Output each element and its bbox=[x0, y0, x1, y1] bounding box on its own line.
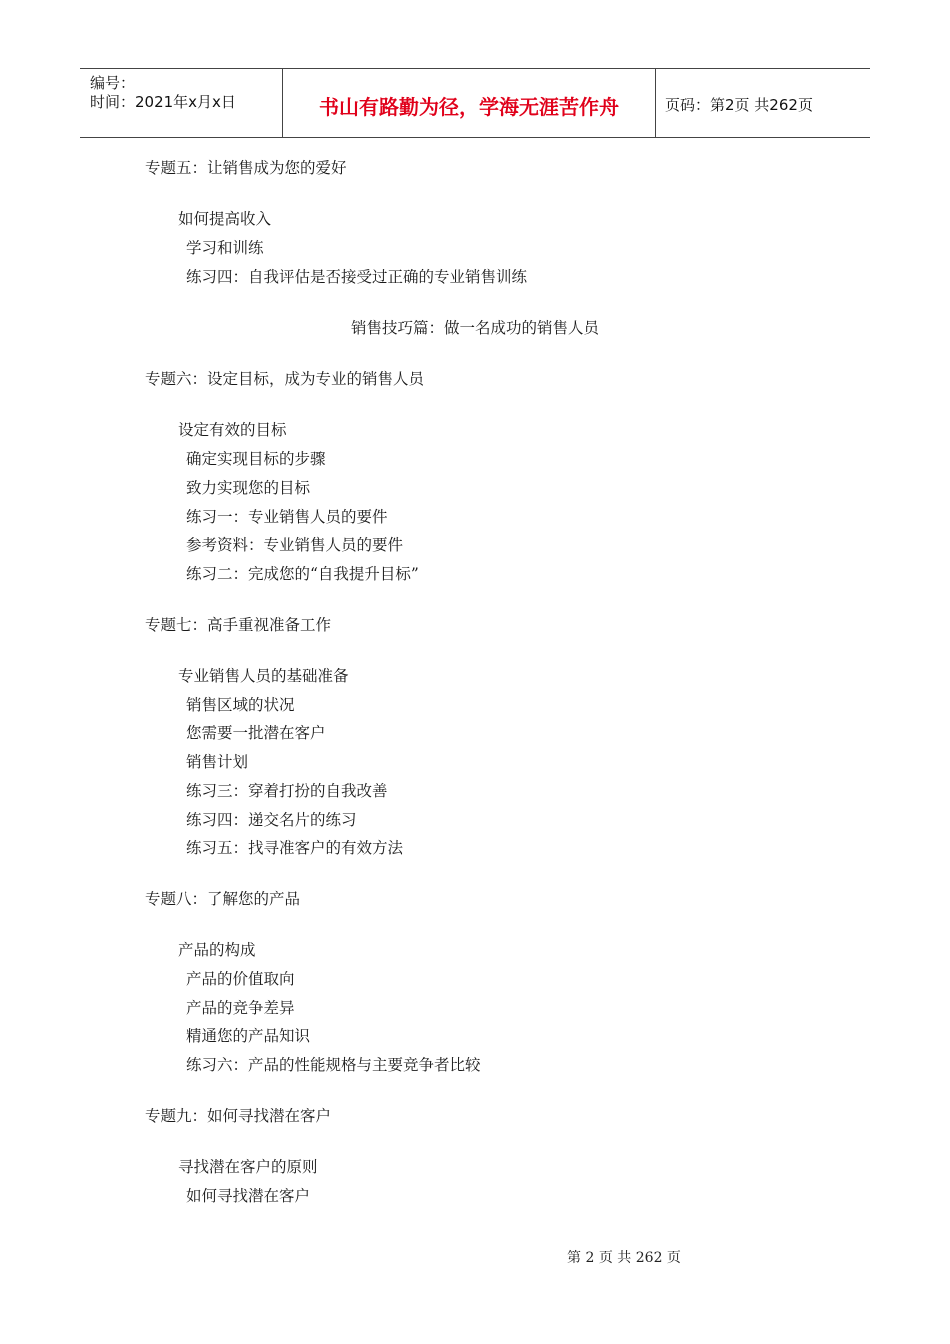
doc-number-label: 编号： bbox=[90, 74, 136, 92]
toc-item: 参考资料：专业销售人员的要件 bbox=[186, 536, 404, 554]
section-heading: 设定有效的目标 bbox=[178, 421, 287, 439]
toc-item: 练习五：找寻准客户的有效方法 bbox=[186, 839, 404, 857]
topic-heading: 专题六：设定目标，成为专业的销售人员 bbox=[145, 370, 425, 388]
toc-item: 练习二：完成您的“自我提升目标” bbox=[186, 565, 419, 583]
toc-item: 您需要一批潜在客户 bbox=[186, 724, 326, 742]
toc-item: 致力实现您的目标 bbox=[186, 479, 311, 497]
toc-item: 产品的价值取向 bbox=[186, 970, 295, 988]
topic-heading: 专题五：让销售成为您的爱好 bbox=[145, 159, 347, 177]
toc-item: 销售计划 bbox=[186, 753, 249, 771]
toc-item: 学习和训练 bbox=[186, 239, 264, 257]
toc-item: 如何寻找潜在客户 bbox=[186, 1187, 311, 1205]
part-heading: 销售技巧篇：做一名成功的销售人员 bbox=[350, 319, 599, 337]
doc-date: 时间：2021年x月x日 bbox=[90, 93, 236, 111]
topic-heading: 专题八：了解您的产品 bbox=[145, 890, 301, 908]
section-heading: 产品的构成 bbox=[178, 941, 256, 959]
toc-item: 练习一：专业销售人员的要件 bbox=[186, 508, 388, 526]
toc-item: 练习四：自我评估是否接受过正确的专业销售训练 bbox=[186, 268, 528, 286]
motto: 书山有路勤为径，学海无涯苦作舟 bbox=[319, 95, 619, 119]
topic-heading: 专题九：如何寻找潜在客户 bbox=[145, 1107, 332, 1125]
header-motto-cell bbox=[282, 69, 656, 137]
section-heading: 如何提高收入 bbox=[178, 210, 272, 228]
section-heading: 专业销售人员的基础准备 bbox=[178, 667, 349, 685]
toc-item: 精通您的产品知识 bbox=[186, 1027, 311, 1045]
toc-item: 练习四：递交名片的练习 bbox=[186, 811, 357, 829]
toc-item: 产品的竞争差异 bbox=[186, 999, 295, 1017]
toc-item: 练习三：穿着打扮的自我改善 bbox=[186, 782, 388, 800]
page-header bbox=[80, 68, 870, 138]
header-page-cell bbox=[655, 69, 870, 137]
section-heading: 寻找潜在客户的原则 bbox=[178, 1158, 318, 1176]
header-meta-cell bbox=[80, 69, 282, 137]
page-footer bbox=[0, 1247, 950, 1267]
page-info: 页码：第2页 共262页 bbox=[665, 96, 813, 114]
topic-heading: 专题七：高手重视准备工作 bbox=[145, 616, 332, 634]
toc-item: 销售区域的状况 bbox=[186, 696, 295, 714]
toc-item: 练习六：产品的性能规格与主要竞争者比较 bbox=[186, 1056, 481, 1074]
toc-item: 确定实现目标的步骤 bbox=[186, 450, 326, 468]
footer-page-number: 第 2 页 共 262 页 bbox=[567, 1250, 681, 1266]
